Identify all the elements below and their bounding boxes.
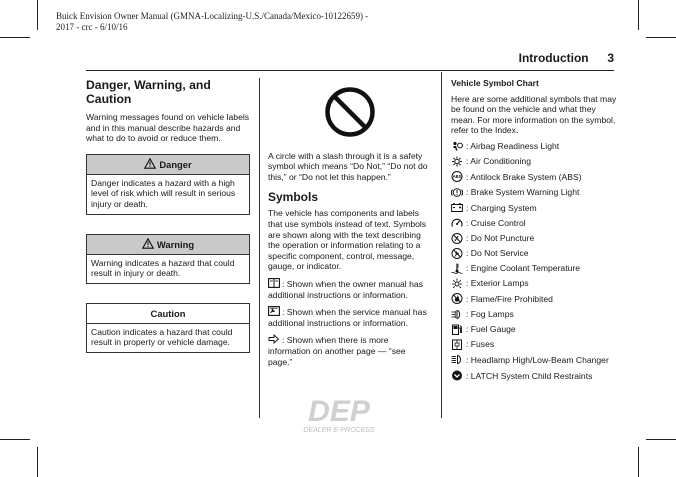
coolant-temp-icon [451,263,463,274]
watermark-tagline: DEALER E-PROCESS [303,427,375,434]
service-manual-text: : Shown when the service manual has additional instructions or information. [268,307,427,328]
arrow-right-icon [268,334,280,344]
symbol-row [451,171,617,183]
headlamp-icon [451,354,463,365]
battery-icon [451,202,463,213]
warning-triangle-icon [142,238,154,249]
page-number: 3 [607,51,614,65]
warning-label: Warning [156,238,195,250]
symbol-label: : Fuel Gauge [466,324,516,335]
symbols-text: The vehicle has components and labels that use symbols instead of text. Symbols are shown along with the text describing the operation or information relating to a specific component, control, message, gauge, or indicator. [268,208,427,272]
crop-mark [0,37,30,38]
latch-icon [451,370,463,381]
symbol-label: : LATCH System Child Restraints [466,370,593,381]
symbol-label: : Charging System [466,202,537,213]
symbol-label: : Headlamp High/Low-Beam Changer [466,355,609,366]
owner-manual-text: : Shown when the owner manual has additional instructions or information. [268,278,423,300]
symbol-row [451,339,617,350]
caution-box [86,303,250,353]
document-meta: Buick Envision Owner Manual (GMNA-Localizing-U.S./Canada/Mexico-10122659) - 2017 - crc - 6/10/16 [56,11,369,32]
symbol-row [451,293,617,304]
fuel-gauge-icon [451,324,463,335]
symbol-label: : Engine Coolant Temperature [466,263,581,274]
danger-text: Danger indicates a hazard with a high level of risk which will result in serious injury or death. [91,177,236,209]
flame-prohibited-icon [451,293,463,304]
symbol-label: : Cruise Control [466,217,526,228]
book-icon [268,278,280,288]
running-header [500,51,614,65]
circle-slash-text: A circle with a slash through it is a safety symbol which means “Do Not,” “Do not do this,” or “Do not let this happen.” [268,150,428,182]
symbol-label: : Brake System Warning Light [466,187,580,198]
section-heading: Danger, Warning, and Caution [86,78,211,106]
symbol-row [451,370,617,382]
crop-mark [37,447,38,477]
chart-intro: Here are some additional symbols that may be found on the vehicle and what they mean. For more information on the symbol, refer to the Index. [451,93,617,136]
column-divider [441,72,442,418]
symbol-row [451,187,617,198]
service-manual-icon [268,306,280,316]
chart-heading: Vehicle Symbol Chart [451,78,539,88]
symbol-row [451,218,617,229]
exterior-lamps-icon [451,278,463,289]
watermark-brand: DEP [308,395,370,428]
symbol-row [451,202,617,213]
crop-mark [638,0,639,30]
warning-header [87,235,249,255]
caution-header: Caution [87,304,249,324]
air-conditioning-icon [451,156,463,167]
symbol-row [451,309,617,320]
brake-warning-icon [451,187,463,198]
symbol-row [451,278,617,289]
symbol-row [451,141,617,152]
symbol-label: : Air Conditioning [466,156,531,167]
symbol-label: : Fog Lamps [466,308,514,319]
column-divider [259,78,260,418]
column-symbols [268,86,432,373]
symbol-label: : Antilock Brake System (ABS) [466,172,582,183]
service-manual-note [268,306,432,328]
svg-text:ABS: ABS [452,174,462,180]
symbol-row [451,354,617,366]
symbol-label: : Do Not Service [466,248,529,259]
symbol-label: : Flame/Fire Prohibited [466,293,553,304]
airbag-icon [451,141,463,152]
danger-box [86,154,250,215]
warning-text: Warning indicates a hazard that could result in injury or death. [91,257,235,279]
header-rule [86,70,614,71]
symbol-label: : Fuses [466,339,495,350]
fuses-icon [451,339,463,350]
crop-mark [638,447,639,477]
symbols-heading: Symbols [268,190,319,205]
symbol-label: : Do Not Puncture [466,232,535,243]
abs-icon [451,171,463,182]
intro-text: Warning messages found on vehicle labels and in this manual describe hazards and what to do to avoid or reduce them. [86,112,250,144]
symbol-row [451,233,617,244]
symbol-label: : Airbag Readiness Light [466,141,560,152]
crop-mark [37,0,38,30]
warning-triangle-icon [144,158,156,169]
crop-mark [646,37,676,38]
fog-lamp-icon [451,309,463,320]
warning-box [86,234,250,284]
symbol-row [451,156,617,167]
cruise-control-icon [451,218,463,229]
caution-text: Caution indicates a hazard that could result in property or vehicle damage. [91,326,233,348]
danger-header [87,155,249,175]
no-entry-icon [324,86,376,138]
crop-mark [0,439,30,440]
another-page-note [268,334,432,367]
section-title: Introduction [518,51,589,65]
symbol-list [451,141,617,382]
symbol-row [451,263,617,274]
symbol-label: : Exterior Lamps [466,278,529,289]
owner-manual-note [268,278,432,300]
symbol-row [451,324,617,335]
do-not-service-icon [451,248,463,259]
dep-watermark-logo [286,395,392,435]
column-hazards [86,78,250,353]
danger-label: Danger [159,158,192,170]
symbol-row [451,248,617,259]
another-page-text: : Shown when there is more information on another page — “see page.” [268,335,406,367]
crop-mark [646,439,676,440]
column-symbol-chart [451,78,617,386]
do-not-puncture-icon [451,233,463,244]
